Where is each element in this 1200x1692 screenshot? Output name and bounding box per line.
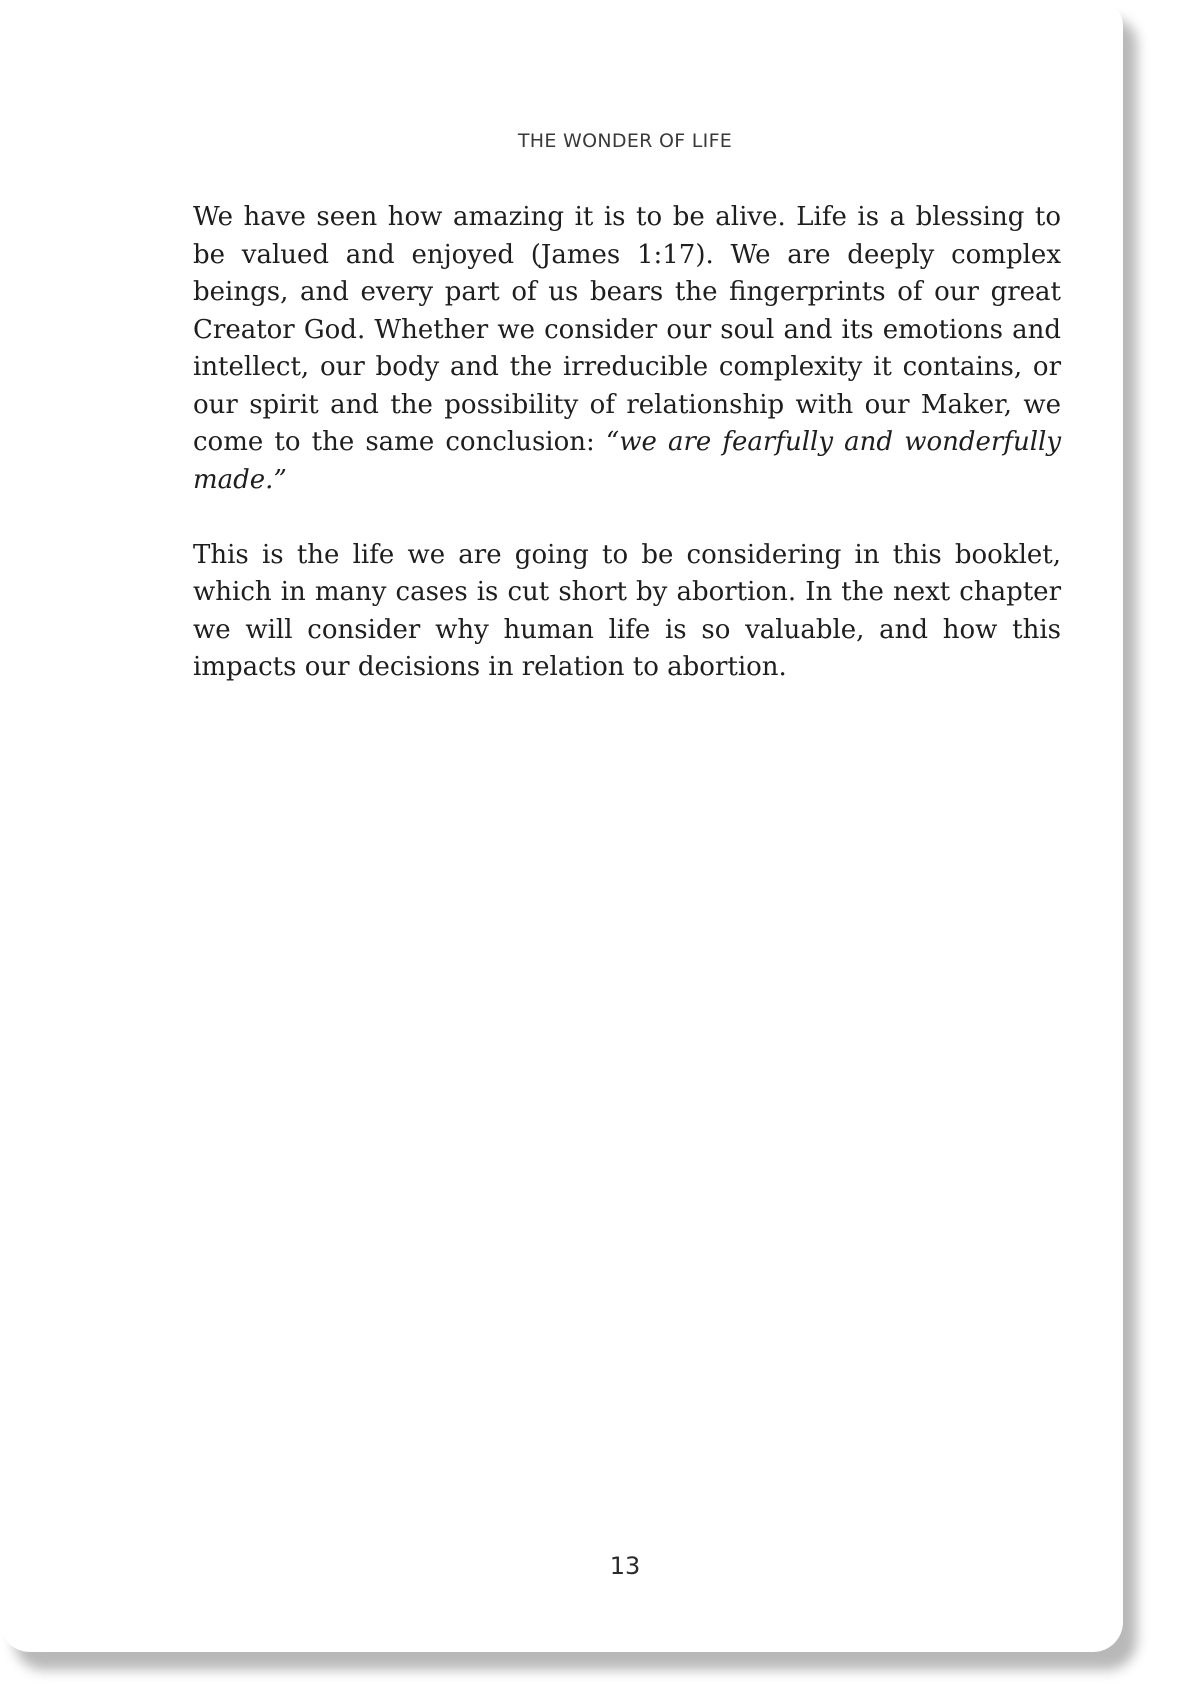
page-number: 13	[609, 1552, 641, 1580]
paragraph-2: This is the life we are going to be considering in this booklet, which in many cases is cut short by abortion. In the next chapter we will consider why human life is so valuable, and how this impacts our decisions in relation to abortion.	[193, 539, 1061, 682]
running-head-title: THE WONDER OF LIFE	[517, 130, 733, 152]
scripture-quote: “we are fearfully and wonderfully made.”	[193, 427, 1062, 495]
paragraph-1	[193, 199, 1061, 499]
paragraph-1-text: We have seen how amazing it is to be alive. Life is a blessing to be valued and enjoyed (James 1:17). We are deeply complex beings, and every part of us bears the fingerprints of our great Creator God. Whether we consider our soul and its emotions and intellect, our body and the irreducible complexity it contains, or our spirit and the possibility of relationship with our Maker, we come to the same conclusion:	[193, 202, 1061, 457]
body-text	[193, 199, 1061, 724]
